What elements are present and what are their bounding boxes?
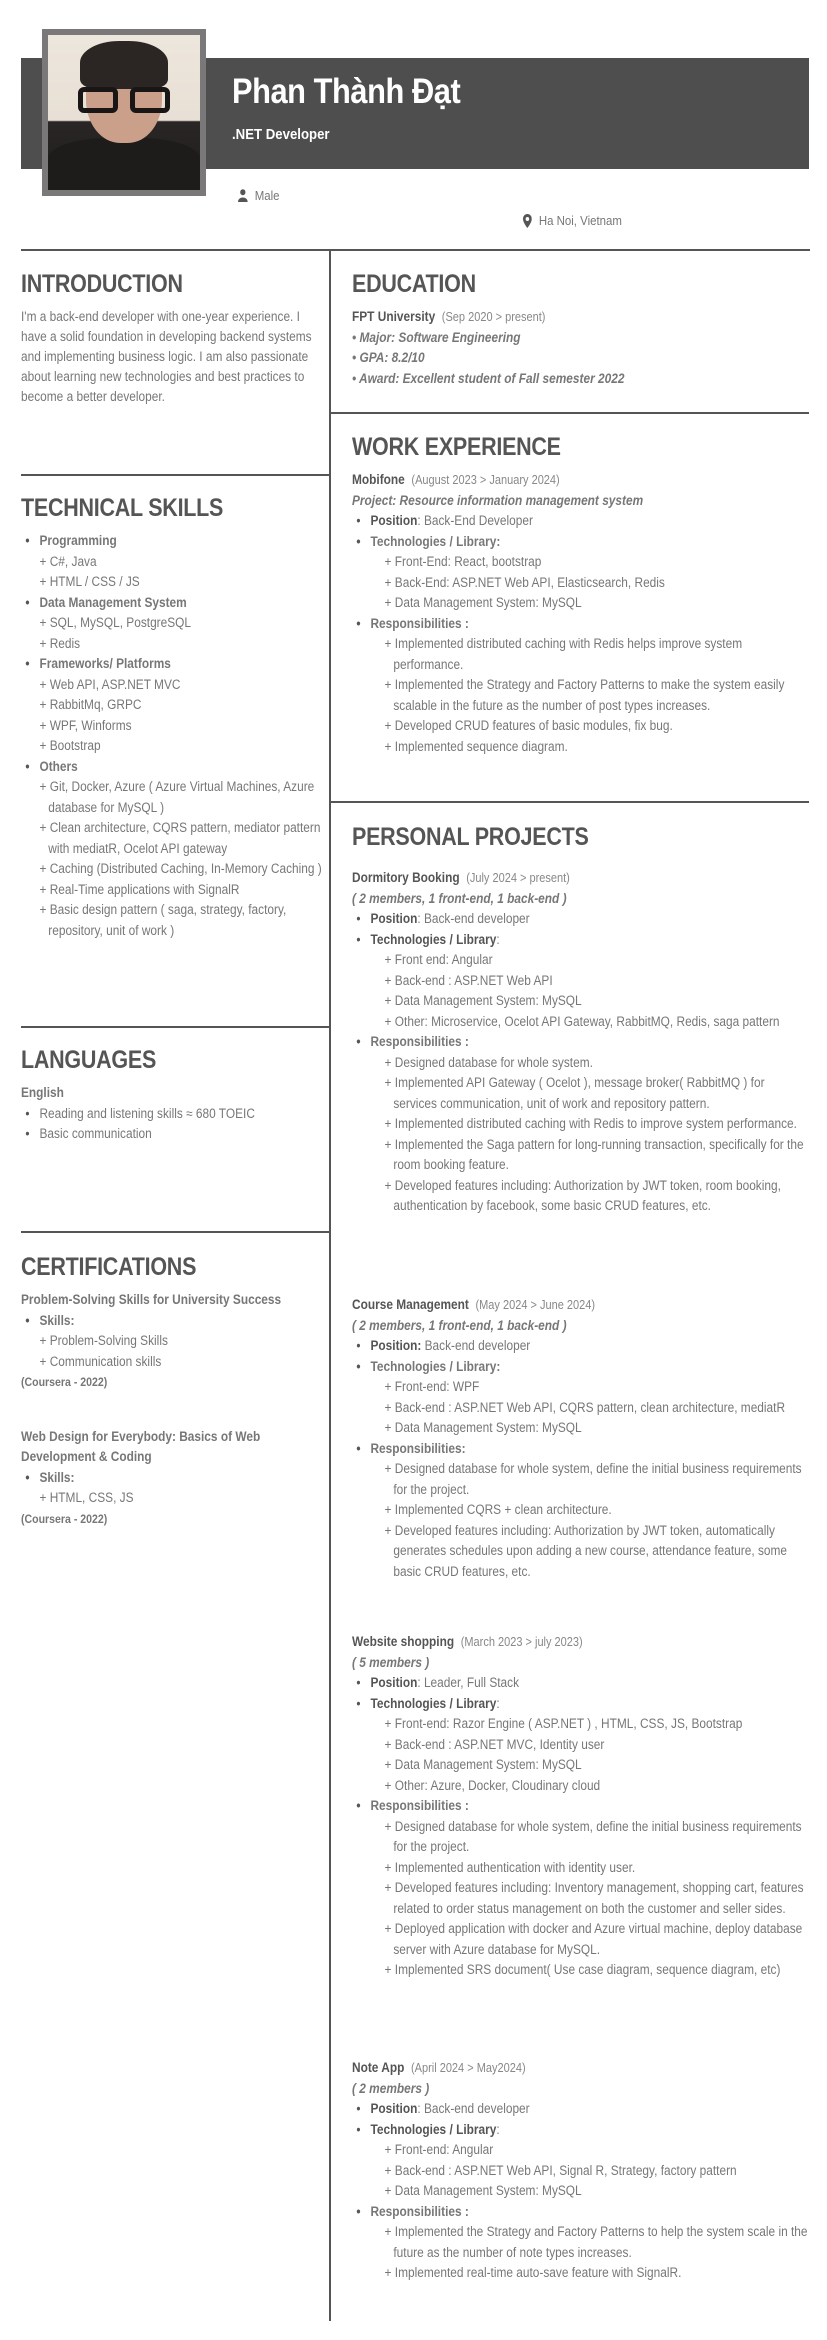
section-title: TECHNICAL SKILLS (21, 494, 224, 522)
candidate-role: .NET Developer (232, 126, 330, 143)
divider (330, 412, 809, 414)
gender-info: Male (238, 188, 280, 203)
language-name: English (21, 1085, 64, 1100)
work-experience-section: WORK EXPERIENCE Mobifone (August 2023 > January 2024) Project: Resource information management system • Position: Back-End Developer • Technologies / Library: + Front-End: React, bootstrap + Back-End: ASP.NET Web API, Elasticsearch, Redis + Data Management System: MySQL • Responsibilities : + Implemented distributed caching with Redis helps improve system performance. + Implemented the Strategy and Factory Patterns to make the system easily scalable in the future as the number of post types increases. + Developed CRUD features of basic modules, fix bug. + Implemented sequence diagram. (352, 433, 802, 757)
location-info: Ha Noi, Vietnam (523, 213, 622, 228)
header-divider (21, 249, 810, 251)
school-name: FPT University (352, 309, 436, 324)
certification-source: (Coursera - 2022) (21, 1511, 108, 1526)
section-title: INTRODUCTION (21, 270, 183, 298)
personal-projects-section (352, 823, 802, 860)
divider (21, 474, 329, 476)
person-icon (238, 189, 248, 202)
candidate-name: Phan Thành Đạt (232, 72, 461, 111)
skill-group: • Programming (21, 531, 325, 552)
skill-group: • Others (21, 757, 325, 778)
languages-section: LANGUAGES English • Reading and listening skills ≈ 680 TOEIC • Basic communication (21, 1046, 321, 1145)
divider (21, 1231, 329, 1233)
education-section: EDUCATION FPT University (Sep 2020 > present) • Major: Software Engineering • GPA: 8.2/10 • Award: Excellent student of Fall semester 2022 (352, 270, 802, 389)
section-title: LANGUAGES (21, 1046, 157, 1074)
project-website-shopping: Website shopping (March 2023 > july 2023) ( 5 members ) • Position: Leader, Full Stack • Technologies / Library: + Front-end: Razor Engine ( ASP.NET ) , HTML, CSS, JS, Bootstrap + Back-end : ASP.NET MVC, Identity user + Data Management System: MySQL + Other: Azure, Docker, Cloudinary cloud • Responsibilities : + Designed database for whole system, define the initial business requirements for the project. + Implemented authentication with identity user. + Developed features including: Inventory management, shopping cart, features related to order status management on both the customer and seller sides. + Deployed application with docker and Azure virtual machine, deploy database server with Azure database for MySQL. + Implemented SRS document( Use case diagram, sequence diagram, etc) (352, 1632, 827, 1981)
map-pin-icon (523, 214, 532, 228)
technical-skills-section: TECHNICAL SKILLS • Programming + C#, Java + HTML / CSS / JS • Data Management System + SQL, MySQL, PostgreSQL + Redis • Frameworks/ Platforms + Web API, ASP.NET MVC + RabbitMq, GRPC + WPF, Winforms + Bootstrap • Others + Git, Docker, Azure ( Azure Virtual Machines, Azure database for MySQL ) + Clean architecture, CQRS pattern, mediator pattern with mediatR, Ocelot API gateway + Caching (Distributed Caching, In-Memory Caching ) + Real-Time applications with SignalR + Basic design pattern ( saga, strategy, factory, repository, unit of work ) (21, 494, 321, 941)
certification-name: Web Design for Everybody: Basics of Web Development & Coding (21, 1428, 261, 1464)
project-dormitory-booking: Dormitory Booking (July 2024 > present) ( 2 members, 1 front-end, 1 back-end ) • Position: Back-end developer • Technologies / Library: + Front end: Angular + Back-end : ASP.NET Web API + Data Management System: MySQL + Other: Microservice, Ocelot API Gateway, RabbitMQ, Redis, saga pattern • Responsibilities : + Designed database for whole system. + Implemented API Gateway ( Ocelot ), message broker( RabbitMQ ) for services communication, unit of work and repository pattern. + Implemented distributed caching with Redis to improve system performance. + Implemented the Saga pattern for long-running transaction, specifically for the room booking feature. + Developed features including: Authorization by JWT token, room booking, authentication by facebook, some basic CRUD features, etc. (352, 868, 827, 1217)
certifications-section: CERTIFICATIONS Problem-Solving Skills for University Success • Skills: + Problem-Solving Skills + Communication skills (Coursera - 2022) Web Design for Everybody: Basics of Web Development & Coding • Skills: + HTML, CSS, JS (Coursera - 2022) (21, 1253, 321, 1529)
project-course-management: Course Management (May 2024 > June 2024) ( 2 members, 1 front-end, 1 back-end ) • Position: Back-end developer • Technologies / Library: + Front-end: WPF + Back-end : ASP.NET Web API, CQRS pattern, clean architecture, mediatR + Data Management System: MySQL • Responsibilities: + Designed database for whole system, define the initial business requirements for the project. + Implemented CQRS + clean architecture. + Developed features including: Authorization by JWT token, automatically generates schedules upon adding a new course, attendance feature, some basic CRUD features, etc. (352, 1295, 827, 1582)
divider (21, 1026, 329, 1028)
project-note-app: Note App (April 2024 > May2024) ( 2 members ) • Position: Back-end developer • Technologies / Library: + Front-end: Angular + Back-end : ASP.NET Web API, Signal R, Strategy, factory pattern + Data Management System: MySQL • Responsibilities : + Implemented the Strategy and Factory Patterns to help the system scale in the future as the number of note types increases. + Implemented real-time auto-save feature with SignalR. (352, 2058, 827, 2284)
section-title: EDUCATION (352, 270, 476, 298)
introduction-section (21, 270, 321, 407)
skill-group: • Data Management System (21, 593, 325, 614)
introduction-text: I'm a back-end developer with one-year experience. I have a solid foundation in developing backend systems and implementing business logic. I am also passionate about learning new technologies and best practices to become a better developer. (21, 309, 312, 404)
section-title: PERSONAL PROJECTS (352, 823, 589, 851)
section-title: CERTIFICATIONS (21, 1253, 197, 1281)
certification-name: Problem-Solving Skills for University Success (21, 1292, 282, 1307)
divider (330, 801, 809, 803)
profile-photo (42, 29, 206, 196)
company-name: Mobifone (352, 472, 405, 487)
column-divider (329, 249, 331, 2321)
skill-group: • Frameworks/ Platforms (21, 654, 325, 675)
section-title: WORK EXPERIENCE (352, 433, 561, 461)
certification-source: (Coursera - 2022) (21, 1375, 108, 1389)
